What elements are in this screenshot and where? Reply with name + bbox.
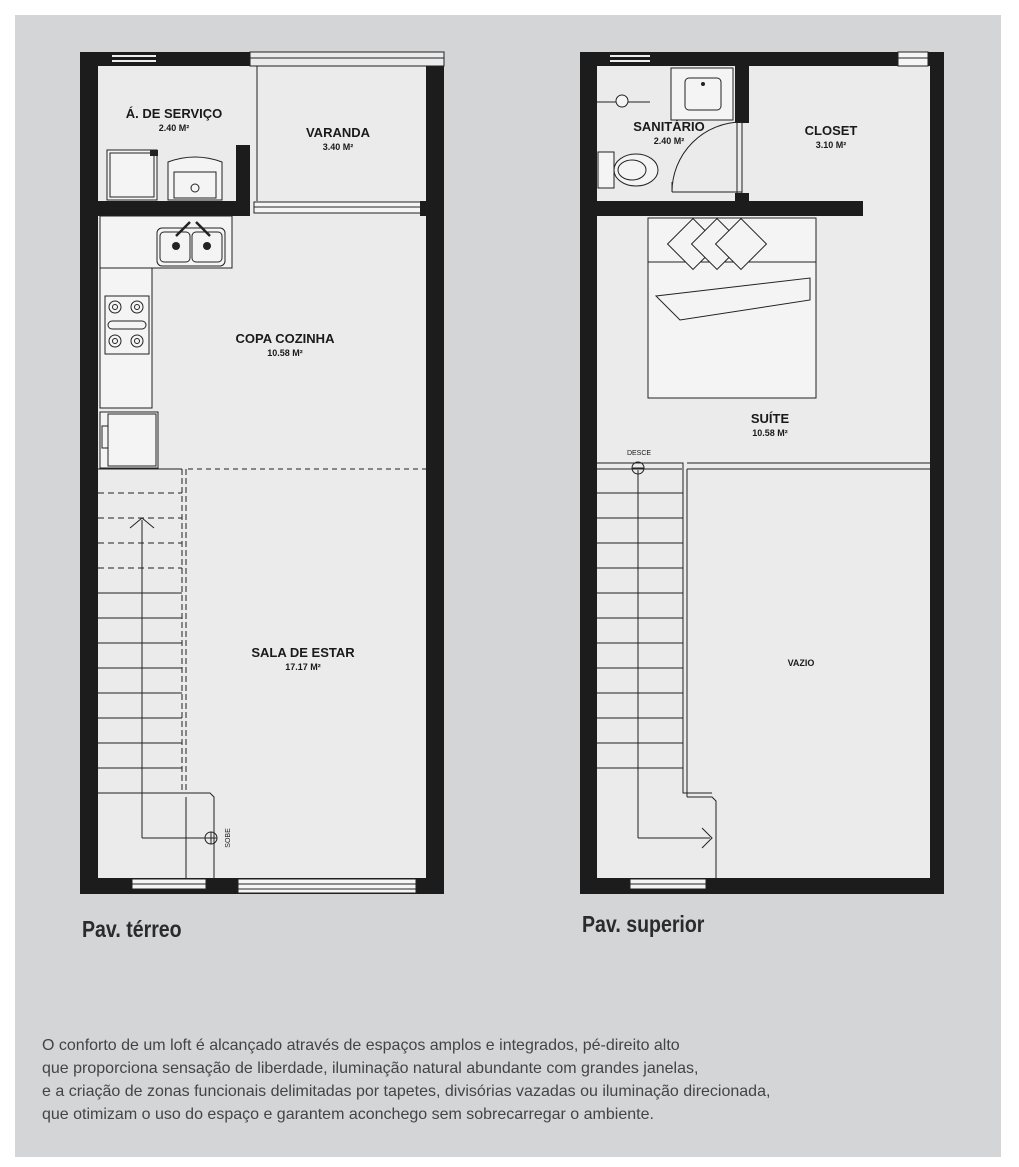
cozinha-area: 10.58 M² [267, 348, 303, 358]
description-text [42, 1034, 972, 1126]
ground-floor-plan [80, 52, 444, 894]
ground-top-window [250, 52, 444, 66]
upper-floor-plan [580, 52, 944, 894]
varanda-name: VARANDA [305, 125, 371, 140]
sobe-label: SOBE [225, 828, 232, 848]
ground-service-wall [98, 201, 250, 216]
description-line: que proporciona sensação de liberdade, iluminação natural abundante com grandes janelas, [42, 1060, 699, 1077]
closet-area: 3.10 M² [815, 140, 847, 150]
toilet [598, 152, 614, 188]
double-bed [648, 218, 816, 398]
desce-label: DESCE [626, 450, 652, 457]
suite-name: SUÍTE [750, 411, 790, 426]
servico-name: Á. DE SERVIÇO [125, 106, 223, 121]
closet-name: CLOSET [804, 123, 858, 138]
vazio-name: VAZIO [787, 658, 815, 668]
sala-name: SALA DE ESTAR [251, 645, 355, 660]
description-line: O conforto de um loft é alcançado através de espaços amplos e integrados, pé-direito alto [42, 1037, 680, 1054]
servico-area: 2.40 M² [158, 123, 190, 133]
upper-partition-wall [597, 201, 863, 216]
ground-front-door [238, 879, 416, 893]
cozinha-name: COPA COZINHA [235, 331, 335, 346]
description-line: e a criação de zonas funcionais delimitadas por tapetes, divisórias vazadas ou iluminação direcionada, [42, 1083, 771, 1100]
sanitario-name: SANITÁRIO [633, 119, 705, 134]
upper-floor-area [597, 66, 930, 878]
sanitario-area: 2.40 M² [653, 136, 685, 146]
sala-area: 17.17 M² [285, 662, 321, 672]
description-line: que otimizam o uso do espaço e garantem aconchego sem sobrecarregar o ambiente. [42, 1106, 654, 1123]
varanda-area: 3.40 M² [322, 142, 354, 152]
ground-floor-title: Pav. térreo [82, 916, 182, 942]
suite-area: 10.58 M² [752, 428, 788, 438]
upper-floor-title: Pav. superior [582, 911, 705, 937]
